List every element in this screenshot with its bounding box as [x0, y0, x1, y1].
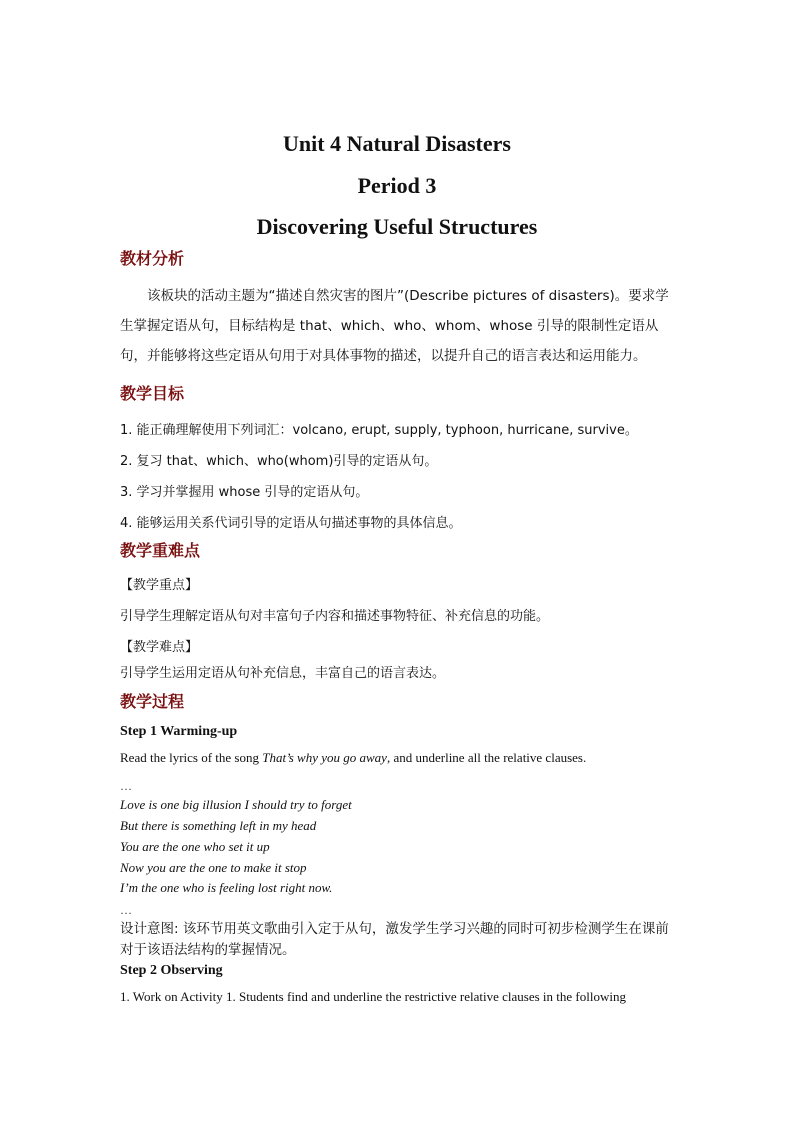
- analysis-text: 该板块的活动主题为“描述自然灾害的图片”(Describe pictures of disasters)。要求学生掌握定语从句，目标结构是 that、which、who、whom、whose 引导的限制性定语从句，并能够将这些定语从句用于对具体事物的描述，以提升自己的语言表达和运用能力。: [120, 288, 669, 364]
- unit-title: Unit 4 Natural Disasters: [283, 131, 511, 156]
- difficulty-text: 引导学生运用定语从句补充信息，丰富自己的语言表达。: [120, 666, 446, 681]
- step1-instruction-pre: Read the lyrics of the song: [120, 750, 263, 765]
- ellipsis: …: [120, 779, 132, 793]
- step2-title: Step 2 Observing: [120, 963, 223, 978]
- key-points-heading: 教学重难点: [120, 541, 201, 560]
- objectives-heading: 教学目标: [120, 384, 185, 403]
- step1-title: Step 1 Warming-up: [120, 724, 238, 739]
- focus-text: 引导学生理解定语从句对丰富句子内容和描述事物特征、补充信息的功能。: [120, 609, 550, 624]
- lyric-line: You are the one who set it up: [120, 839, 270, 854]
- step1-instruction-post: , and underline all the relative clauses.: [386, 750, 587, 765]
- design-intent: 设计意图: 该环节用英文歌曲引入定于从句，激发学生学习兴趣的同时可初步检测学生在课前对于该语法结构的掌握情况。: [120, 921, 669, 958]
- period-title: Period 3: [357, 173, 437, 198]
- objective-item: 2. 复习 that、which、who(whom)引导的定语从句。: [120, 454, 438, 469]
- objective-item: 4. 能够运用关系代词引导的定语从句描述事物的具体信息。: [120, 516, 462, 531]
- ellipsis: …: [120, 903, 132, 917]
- objective-item: 3. 学习并掌握用 whose 引导的定语从句。: [120, 485, 369, 500]
- difficulty-label: 【教学难点】: [120, 640, 199, 655]
- objective-item: 1. 能正确理解使用下列词汇：volcano, erupt, supply, typhoon, hurricane, survive。: [120, 423, 638, 438]
- process-heading: 教学过程: [120, 692, 185, 711]
- lyric-line: Now you are the one to make it stop: [120, 860, 307, 875]
- lesson-title: Discovering Useful Structures: [256, 214, 538, 239]
- step2-item: 1. Work on Activity 1. Students find and underline the restrictive relative clauses in the following: [120, 989, 626, 1004]
- focus-label: 【教学重点】: [120, 578, 199, 593]
- lyric-line: But there is something left in my head: [120, 818, 317, 833]
- analysis-paragraph: [120, 281, 680, 371]
- analysis-heading: 教材分析: [120, 249, 185, 268]
- song-title: That’s why you go away: [262, 750, 387, 765]
- step1-instruction: [120, 749, 690, 767]
- lyric-line: Love is one big illusion I should try to forget: [120, 797, 352, 812]
- lyric-line: I’m the one who is feeling lost right now.: [120, 880, 333, 895]
